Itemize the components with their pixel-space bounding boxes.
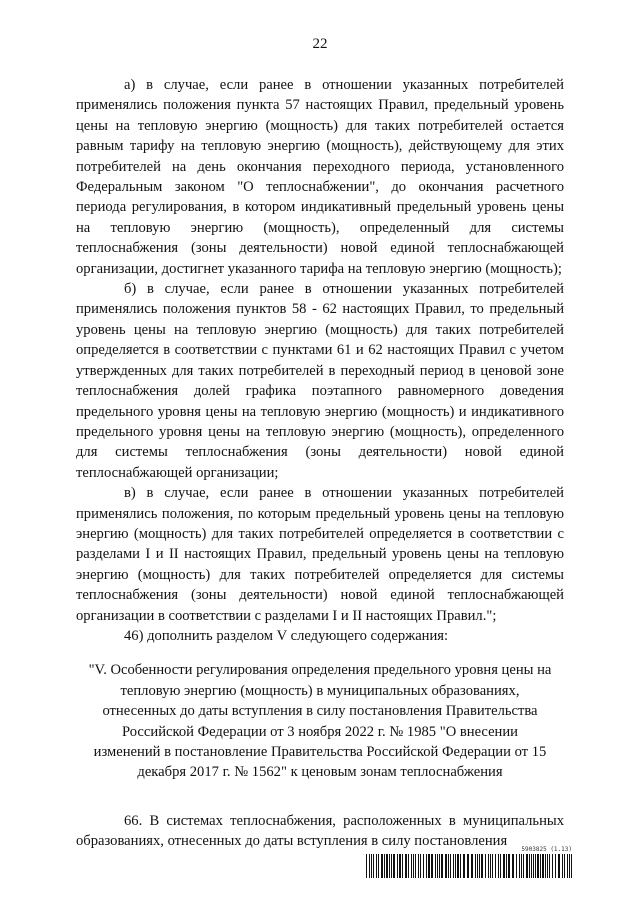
paragraph-46: 46) дополнить разделом V следующего содержания: — [124, 627, 449, 644]
page-number: 22 — [312, 36, 328, 52]
section-heading: "V. Особенности регулирования определения предельного уровня цены на тепловую энергию (мощность) в муниципальных образованиях, отнесенных до даты вступления в силу постановления Правительства Российской Федерации от 3 ноября 2022 г. № 1985 "О внесении изменений в постановление Правительства Российской Федерации от 15 декабря 2017 г. № 1562" к ценовым зонам теплоснабжения — [88, 662, 552, 781]
paragraph-b: б) в случае, если ранее в отношении указанных потребителей применялись положения пунктов 58 - 62 настоящих Правил, то предельный уровень цены на тепловую энергию (мощность) для таких потребителей определяется в соответствии с пунктами 61 и 62 настоящих Правил с учетом утвержденных для таких потребителей в переходный период в ценовой зоне теплоснабжения долей графика поэтапного равномерного доведения предельного уровня цены на тепловую энергию (мощность) и индикативного предельного уровня цены на тепловую энергию (мощность), определенного для системы теплоснабжения (зоны деятельности) новой единой теплоснабжающей организации; — [76, 281, 564, 481]
barcode-bars-icon — [366, 854, 572, 878]
barcode-block — [366, 846, 572, 878]
paragraph-a: а) в случае, если ранее в отношении указанных потребителей применялись положения пункта 57 настоящих Правил, предельный уровень цены на тепловую энергию (мощность) для таких потребителей остается равным тарифу на тепловую энергию (мощность), действующему для этих потребителей на день окончания переходного периода, установленного Федеральным законом "О теплоснабжении", до окончания расчетного периода регулирования, в котором индикативный предельный уровень цены на тепловую энергию (мощность), определенный для системы теплоснабжения (зоны деятельности) новой единой теплоснабжающей организации, достигнет указанного тарифа на тепловую энергию (мощность); — [76, 77, 564, 277]
barcode-code: 5903825 (1.13) — [521, 846, 572, 853]
document-body — [76, 75, 564, 852]
paragraph-66: 66. В системах теплоснабжения, расположенных в муниципальных образованиях, отнесенных до даты вступления в силу постановления — [76, 812, 564, 850]
paragraph-v: в) в случае, если ранее в отношении указанных потребителей применялись положения, по которым предельный уровень цены на тепловую энергию (мощность) для таких потребителей определяется в соответствии с разделами I и II настоящих Правил, предельный уровень цены на тепловую энергию (мощность) для таких потребителей определяется для системы теплоснабжения (зоны деятельности) новой единой теплоснабжающей организации в соответствии с разделами I и II настоящих Правил."; — [76, 485, 564, 624]
section-spacer — [76, 783, 564, 811]
